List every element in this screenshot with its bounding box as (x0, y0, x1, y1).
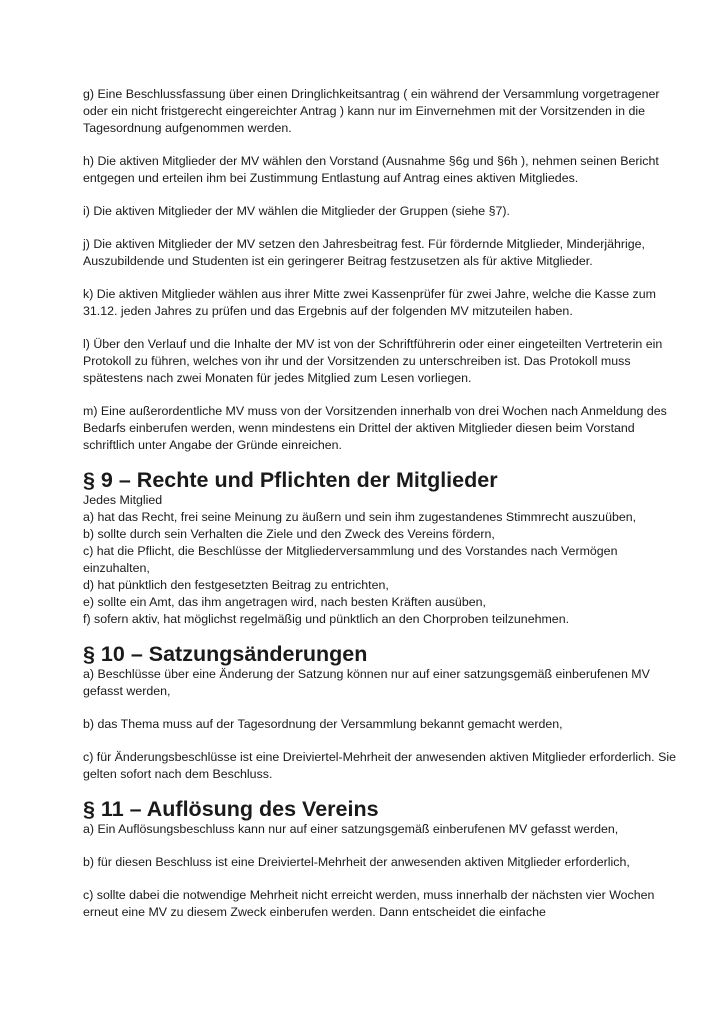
list-item: b) sollte durch sein Verhalten die Ziele und den Zweck des Vereins fördern, (83, 527, 495, 541)
paragraph-8l: l) Über den Verlauf und die Inhalte der MV ist von der Schriftführerin oder einer eingeteilten Vertreterin ein Protokoll zu führen, welches von ihr und der Vorsitzenden zu unterschreiben ist. Das Protokoll muss spätestens nach zwei Monaten für jedes Mitglied zum Lesen vorliegen. (83, 337, 663, 385)
paragraph-10c: c) für Änderungsbeschlüsse ist eine Dreiviertel-Mehrheit der anwesenden aktiven Mitglieder erforderlich. Sie gelten sofort nach dem Beschluss. (83, 750, 676, 781)
paragraph-10a: a) Beschlüsse über eine Änderung der Satzung können nur auf einer satzungsgemäß einberufenen MV gefasst werden, (83, 667, 650, 698)
list-item: e) sollte ein Amt, das ihm angetragen wird, nach besten Kräften ausüben, (83, 595, 486, 609)
list-item: d) hat pünktlich den festgesetzten Beitrag zu entrichten, (83, 578, 389, 592)
paragraph-10b: b) das Thema muss auf der Tagesordnung der Versammlung bekannt gemacht werden, (83, 717, 563, 731)
paragraph-11c: c) sollte dabei die notwendige Mehrheit nicht erreicht werden, muss innerhalb der nächsten vier Wochen erneut eine MV zu diesem Zweck einberufen werden. Dann entscheidet die einfache (83, 888, 655, 919)
paragraph-11a: a) Ein Auflösungsbeschluss kann nur auf einer satzungsgemäß einberufenen MV gefasst werden, (83, 822, 619, 836)
section-11-heading: § 11 – Auflösung des Vereins (83, 797, 379, 821)
paragraph-11b: b) für diesen Beschluss ist eine Dreiviertel-Mehrheit der anwesenden aktiven Mitglieder erforderlich, (83, 855, 630, 869)
paragraph-8g: g) Eine Beschlussfassung über einen Dringlichkeitsantrag ( ein während der Versammlung vorgetragener oder ein nicht fristgerecht eingereichter Antrag ) kann nur im Einvernehmen mit der Vorsitzenden in die Tagesordnung aufgenommen werden. (83, 87, 660, 135)
paragraph-8h: h) Die aktiven Mitglieder der MV wählen den Vorstand (Ausnahme §6g und §6h ), nehmen seinen Bericht entgegen und erteilen ihm bei Zustimmung Entlastung auf Antrag eines aktiven Mitgliedes. (83, 154, 659, 185)
section-9-heading: § 9 – Rechte und Pflichten der Mitglieder (83, 468, 498, 492)
paragraph-8m: m) Eine außerordentliche MV muss von der Vorsitzenden innerhalb von drei Wochen nach Anmeldung des Bedarfs einberufen werden, wenn mindestens ein Drittel der aktiven Mitglieder diesen beim Vorstand schriftlich unter Angabe der Gründe einreichen. (83, 404, 667, 452)
paragraph-8k: k) Die aktiven Mitglieder wählen aus ihrer Mitte zwei Kassenprüfer für zwei Jahre, welche die Kasse zum 31.12. jeden Jahres zu prüfen und das Ergebnis auf der folgenden MV mitzuteilen haben. (83, 287, 656, 318)
document-body (83, 86, 683, 937)
list-item: a) hat das Recht, frei seine Meinung zu äußern und sein ihm zugestandenes Stimmrecht auszuüben, (83, 510, 637, 524)
section-10-heading: § 10 – Satzungsänderungen (83, 642, 368, 666)
paragraph-8i: i) Die aktiven Mitglieder der MV wählen die Mitglieder der Gruppen (siehe §7). (83, 204, 510, 218)
section-9-list (83, 492, 683, 628)
list-item: c) hat die Pflicht, die Beschlüsse der Mitgliederversammlung und des Vorstandes nach Vermögen einzuhalten, (83, 544, 618, 575)
section-9-intro: Jedes Mitglied (83, 493, 163, 507)
list-item: f) sofern aktiv, hat möglichst regelmäßig und pünktlich an den Chorproben teilzunehmen. (83, 612, 570, 626)
paragraph-8j: j) Die aktiven Mitglieder der MV setzen den Jahresbeitrag fest. Für fördernde Mitglieder, Minderjährige, Auszubildende und Studenten ist ein geringerer Beitrag festzusetzen als für aktive Mitglieder. (83, 237, 645, 268)
